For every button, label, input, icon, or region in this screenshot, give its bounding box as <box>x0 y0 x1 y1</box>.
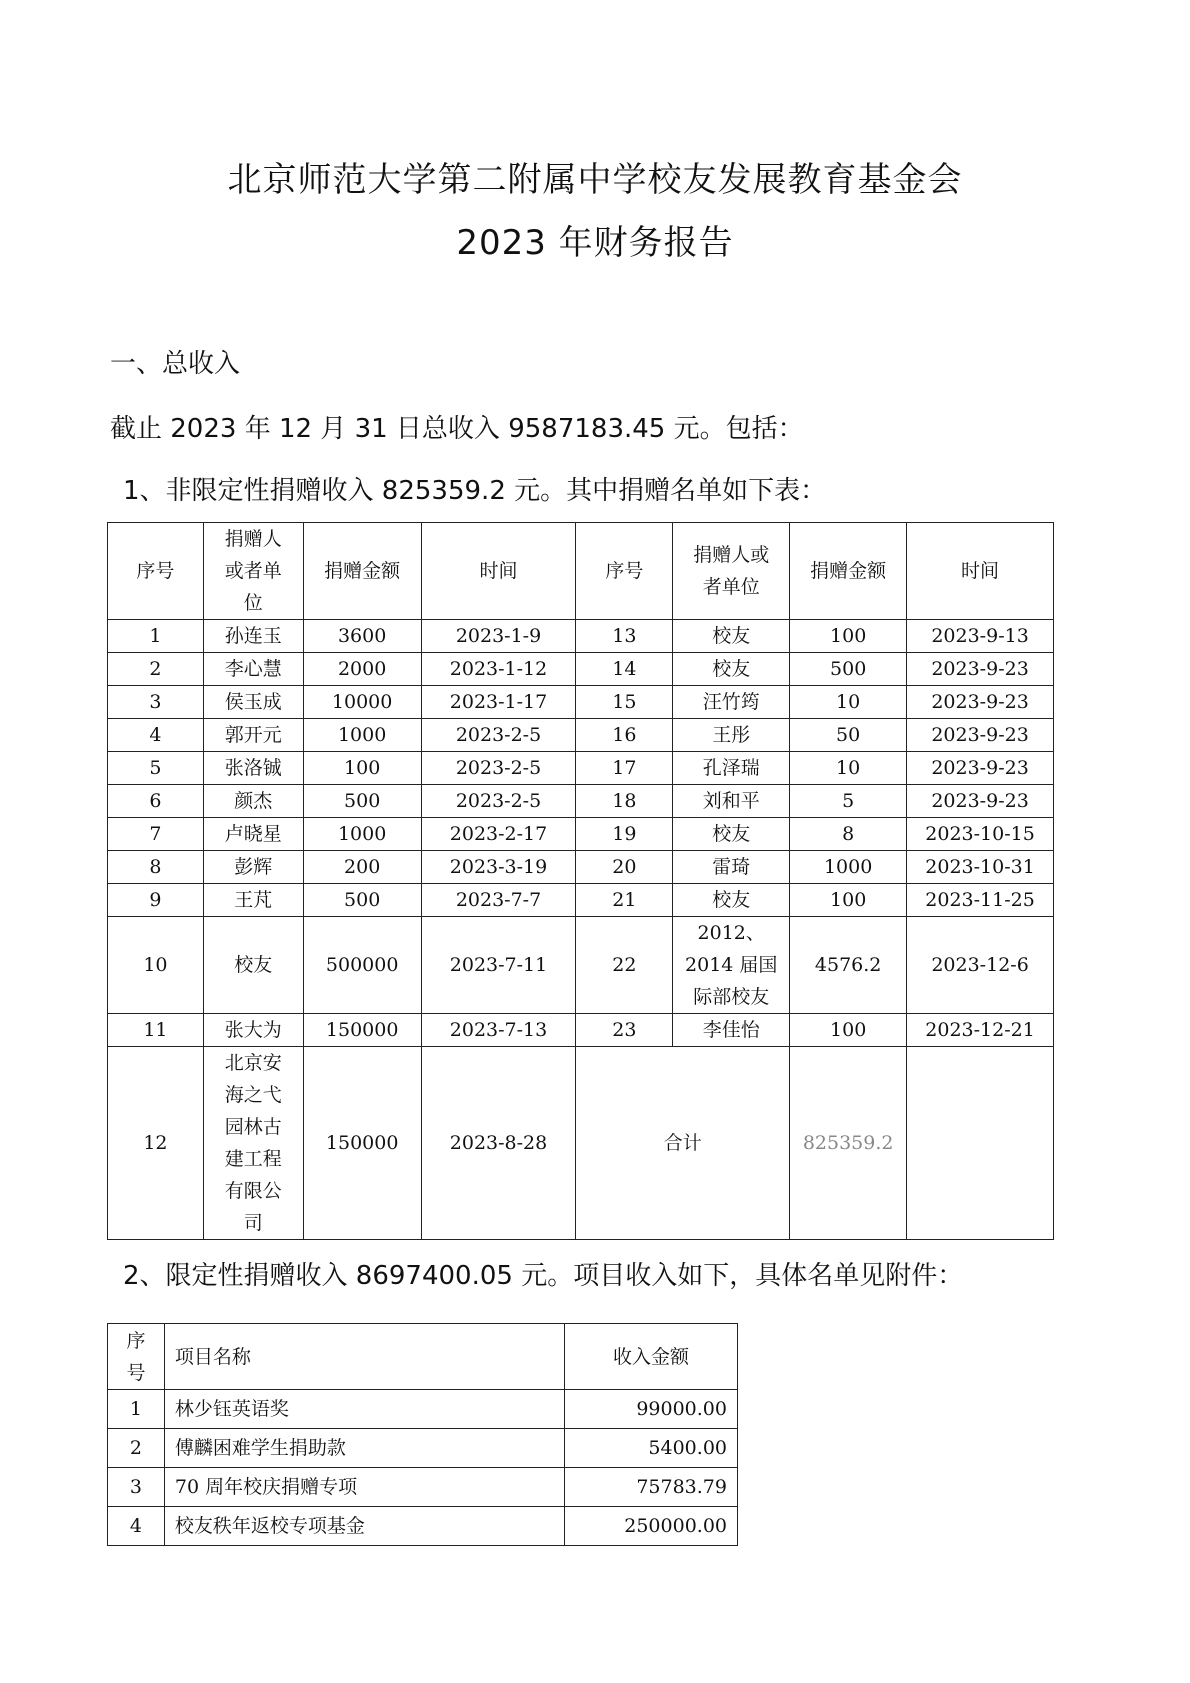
cell-date: 2023-9-13 <box>907 620 1054 653</box>
header-seq-right: 序号 <box>576 523 673 620</box>
cell-donor-line: 有限公 <box>224 1180 282 1202</box>
table-row <box>108 719 1054 752</box>
cell-amount: 100 <box>303 752 421 785</box>
empty-cell <box>907 1047 1054 1240</box>
cell-amount: 200 <box>303 851 421 884</box>
cell-seq: 5 <box>108 752 204 785</box>
cell-seq: 1 <box>108 1390 165 1429</box>
header-project-name: 项目名称 <box>164 1324 564 1390</box>
table-row <box>108 1507 738 1546</box>
cell-date: 2023-12-21 <box>907 1014 1054 1047</box>
cell-date: 2023-1-12 <box>421 653 576 686</box>
header-amount-right: 捐赠金额 <box>790 523 907 620</box>
cell-donor: 校友 <box>673 620 790 653</box>
cell-date: 2023-11-25 <box>907 884 1054 917</box>
cell-seq: 19 <box>576 818 673 851</box>
cell-date: 2023-10-15 <box>907 818 1054 851</box>
cell-amount: 10 <box>790 686 907 719</box>
cell-amount: 1000 <box>303 818 421 851</box>
total-income-text: 截止 2023 年 12 月 31 日总收入 9587183.45 元。包括： <box>110 414 804 444</box>
cell-donor: 王芃 <box>203 884 303 917</box>
cell-date: 2023-2-5 <box>421 785 576 818</box>
cell-amount: 100 <box>790 620 907 653</box>
cell-seq: 3 <box>108 686 204 719</box>
cell-donor-line: 际部校友 <box>693 986 770 1008</box>
table-row <box>108 1390 738 1429</box>
report-title-line1: 北京师范大学第二附属中学校友发展教育基金会 <box>227 160 963 200</box>
cell-date: 2023-10-31 <box>907 851 1054 884</box>
total-value: 825359.2 <box>790 1047 907 1240</box>
section1-heading: 一、总收入 <box>110 349 241 379</box>
cell-donor-line: 建工程 <box>224 1148 282 1170</box>
cell-date: 2023-2-5 <box>421 752 576 785</box>
cell-donor-line: 2012、 <box>697 922 765 944</box>
cell-seq: 2 <box>108 653 204 686</box>
cell-date: 2023-2-17 <box>421 818 576 851</box>
table-row <box>108 1468 738 1507</box>
cell-donor: 郭开元 <box>203 719 303 752</box>
header-donor-line: 位 <box>243 592 263 614</box>
cell-seq: 2 <box>108 1429 165 1468</box>
table-row <box>108 785 1054 818</box>
cell-date: 2023-8-28 <box>421 1047 576 1240</box>
header-donor-line: 者单位 <box>702 576 760 598</box>
cell-seq: 1 <box>108 620 204 653</box>
cell-date: 2023-9-23 <box>907 752 1054 785</box>
cell-amount: 3600 <box>303 620 421 653</box>
table-row <box>108 917 1054 1014</box>
cell-donor: 校友 <box>673 884 790 917</box>
cell-project-name: 70 周年校庆捐赠专项 <box>164 1468 564 1507</box>
cell-amount: 50 <box>790 719 907 752</box>
cell-seq: 22 <box>576 917 673 1014</box>
cell-donor-line: 北京安 <box>224 1052 282 1074</box>
header-donor-line: 捐赠人 <box>224 528 282 550</box>
cell-donor: 张大为 <box>203 1014 303 1047</box>
cell-date: 2023-9-23 <box>907 686 1054 719</box>
cell-project-name: 校友秩年返校专项基金 <box>164 1507 564 1546</box>
cell-seq: 11 <box>108 1014 204 1047</box>
unrestricted-income-text: 1、非限定性捐赠收入 825359.2 元。其中捐赠名单如下表： <box>123 476 827 506</box>
cell-donor-line: 园林古 <box>224 1116 282 1138</box>
table-row <box>108 653 1054 686</box>
cell-seq: 20 <box>576 851 673 884</box>
cell-amount: 500 <box>790 653 907 686</box>
cell-donor: 彭辉 <box>203 851 303 884</box>
cell-seq: 6 <box>108 785 204 818</box>
cell-amount: 8 <box>790 818 907 851</box>
cell-date: 2023-2-5 <box>421 719 576 752</box>
cell-date: 2023-1-9 <box>421 620 576 653</box>
project-table-header <box>108 1324 738 1390</box>
table-row <box>108 884 1054 917</box>
header-donor-right <box>673 523 790 620</box>
project-table <box>107 1323 738 1546</box>
header-amount: 捐赠金额 <box>303 523 421 620</box>
header-donor <box>203 523 303 620</box>
header-donor-line: 或者单 <box>224 560 282 582</box>
table-row <box>108 851 1054 884</box>
table-row <box>108 686 1054 719</box>
header-seq <box>108 1324 165 1390</box>
header-seq: 序号 <box>108 523 204 620</box>
cell-donor: 校友 <box>203 917 303 1014</box>
cell-amount: 1000 <box>790 851 907 884</box>
report-title-line2: 2023 年财务报告 <box>456 223 734 263</box>
cell-date: 2023-7-7 <box>421 884 576 917</box>
cell-date: 2023-3-19 <box>421 851 576 884</box>
cell-donor: 张洛铖 <box>203 752 303 785</box>
cell-donor: 孔泽瑞 <box>673 752 790 785</box>
cell-donor-line: 海之弋 <box>224 1084 282 1106</box>
cell-donor: 孙连玉 <box>203 620 303 653</box>
cell-amount: 100 <box>790 1014 907 1047</box>
table-row <box>108 752 1054 785</box>
cell-seq: 3 <box>108 1468 165 1507</box>
cell-amount: 5 <box>790 785 907 818</box>
cell-donor: 校友 <box>673 818 790 851</box>
cell-seq: 18 <box>576 785 673 818</box>
cell-amount: 10000 <box>303 686 421 719</box>
cell-amount: 100 <box>790 884 907 917</box>
cell-seq: 13 <box>576 620 673 653</box>
cell-donor: 校友 <box>673 653 790 686</box>
cell-amount: 500 <box>303 785 421 818</box>
cell-project-name: 林少钰英语奖 <box>164 1390 564 1429</box>
cell-donor-line: 2014 届国 <box>685 954 778 976</box>
cell-seq: 17 <box>576 752 673 785</box>
cell-seq: 12 <box>108 1047 204 1240</box>
cell-donor: 李心慧 <box>203 653 303 686</box>
cell-seq: 4 <box>108 1507 165 1546</box>
cell-seq: 23 <box>576 1014 673 1047</box>
cell-donor: 汪竹筠 <box>673 686 790 719</box>
cell-seq: 10 <box>108 917 204 1014</box>
cell-seq: 16 <box>576 719 673 752</box>
cell-seq: 21 <box>576 884 673 917</box>
donor-table <box>107 522 1054 1240</box>
cell-seq: 15 <box>576 686 673 719</box>
restricted-income-text: 2、限定性捐赠收入 8697400.05 元。项目收入如下，具体名单见附件： <box>123 1261 964 1291</box>
table-row <box>108 1047 1054 1240</box>
cell-date: 2023-9-23 <box>907 719 1054 752</box>
cell-seq: 14 <box>576 653 673 686</box>
cell-project-name: 傅麟困难学生捐助款 <box>164 1429 564 1468</box>
cell-seq: 8 <box>108 851 204 884</box>
cell-date: 2023-9-23 <box>907 653 1054 686</box>
cell-donor: 侯玉成 <box>203 686 303 719</box>
header-seq-line: 序 <box>126 1329 146 1352</box>
cell-date: 2023-9-23 <box>907 785 1054 818</box>
table-row <box>108 818 1054 851</box>
cell-amount: 500 <box>303 884 421 917</box>
header-date-right: 时间 <box>907 523 1054 620</box>
cell-donor-line: 司 <box>243 1212 263 1234</box>
cell-amount: 150000 <box>303 1014 421 1047</box>
total-label: 合计 <box>576 1047 790 1240</box>
cell-date: 2023-7-13 <box>421 1014 576 1047</box>
cell-seq: 7 <box>108 818 204 851</box>
cell-donor: 卢晓星 <box>203 818 303 851</box>
cell-donor: 李佳怡 <box>673 1014 790 1047</box>
cell-amount: 4576.2 <box>790 917 907 1014</box>
cell-income-amount: 99000.00 <box>565 1390 738 1429</box>
header-seq-line: 号 <box>126 1361 146 1384</box>
cell-donor: 雷琦 <box>673 851 790 884</box>
cell-date: 2023-7-11 <box>421 917 576 1014</box>
cell-income-amount: 75783.79 <box>565 1468 738 1507</box>
table-row <box>108 620 1054 653</box>
cell-amount: 500000 <box>303 917 421 1014</box>
cell-donor <box>673 917 790 1014</box>
cell-amount: 150000 <box>303 1047 421 1240</box>
table-row <box>108 1429 738 1468</box>
cell-seq: 9 <box>108 884 204 917</box>
cell-amount: 1000 <box>303 719 421 752</box>
cell-amount: 2000 <box>303 653 421 686</box>
header-donor-line: 捐赠人或 <box>693 544 770 566</box>
cell-date: 2023-1-17 <box>421 686 576 719</box>
cell-donor: 刘和平 <box>673 785 790 818</box>
cell-donor: 王彤 <box>673 719 790 752</box>
cell-date: 2023-12-6 <box>907 917 1054 1014</box>
header-date: 时间 <box>421 523 576 620</box>
table-row <box>108 1014 1054 1047</box>
cell-donor <box>203 1047 303 1240</box>
cell-income-amount: 5400.00 <box>565 1429 738 1468</box>
cell-seq: 4 <box>108 719 204 752</box>
header-income-amount: 收入金额 <box>565 1324 738 1390</box>
donor-table-header <box>108 523 1054 620</box>
cell-income-amount: 250000.00 <box>565 1507 738 1546</box>
cell-donor: 颜杰 <box>203 785 303 818</box>
cell-amount: 10 <box>790 752 907 785</box>
